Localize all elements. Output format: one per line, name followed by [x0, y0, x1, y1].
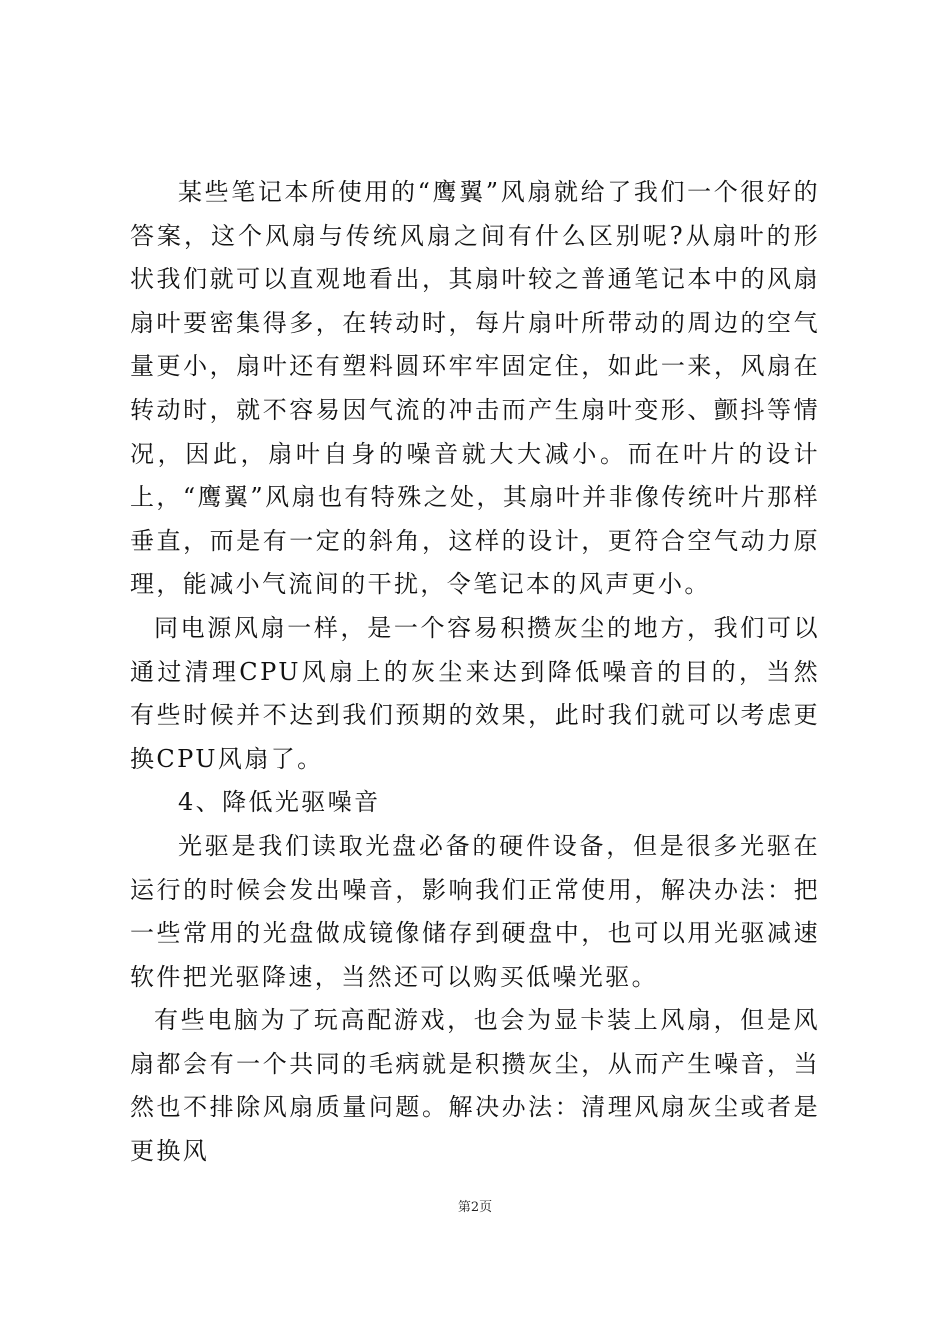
paragraph-optical-drive: 光驱是我们读取光盘必备的硬件设备，但是很多光驱在运行的时候会发出噪音，影响我们正常使用，解决办法：把一些常用的光盘做成镜像储存到硬盘中，也可以用光驱减速软件把光驱降速，当然还可以购买低噪光驱。 [130, 831, 820, 991]
document-body [130, 171, 820, 1174]
section-heading-optical-drive: 4、降低光驱噪音 [178, 788, 381, 817]
page-number: 第2页 [457, 1200, 493, 1215]
paragraph-eagle-wing-fan: 某些笔记本所使用的“鹰翼”风扇就给了我们一个很好的答案，这个风扇与传统风扇之间有什么区别呢?从扇叶的形状我们就可以直观地看出，其扇叶较之普通笔记本中的风扇扇叶要密集得多，在转动时，每片扇叶所带动的周边的空气量更小，扇叶还有塑料圆环牢牢固定住，如此一来，风扇在转动时，就不容易因气流的冲击而产生扇叶变形、颤抖等情况，因此，扇叶自身的噪音就大大减小。而在叶片的设计上，“鹰翼”风扇也有特殊之处，其扇叶并非像传统叶片那样垂直，而是有一定的斜角，这样的设计，更符合空气动力原理，能减小气流间的干扰，令笔记本的风声更小。 [130, 178, 820, 599]
paragraph-cpu-fan: 同电源风扇一样，是一个容易积攒灰尘的地方，我们可以通过清理CPU风扇上的灰尘来达到降低噪音的目的，当然有些时候并不达到我们预期的效果，此时我们就可以考虑更换CPU风扇了。 [130, 613, 820, 773]
paragraph-gpu-fan: 有些电脑为了玩高配游戏，也会为显卡装上风扇，但是风扇都会有一个共同的毛病就是积攒灰尘，从而产生噪音，当然也不排除风扇质量问题。解决办法：清理风扇灰尘或者是更换风 [130, 1006, 820, 1166]
